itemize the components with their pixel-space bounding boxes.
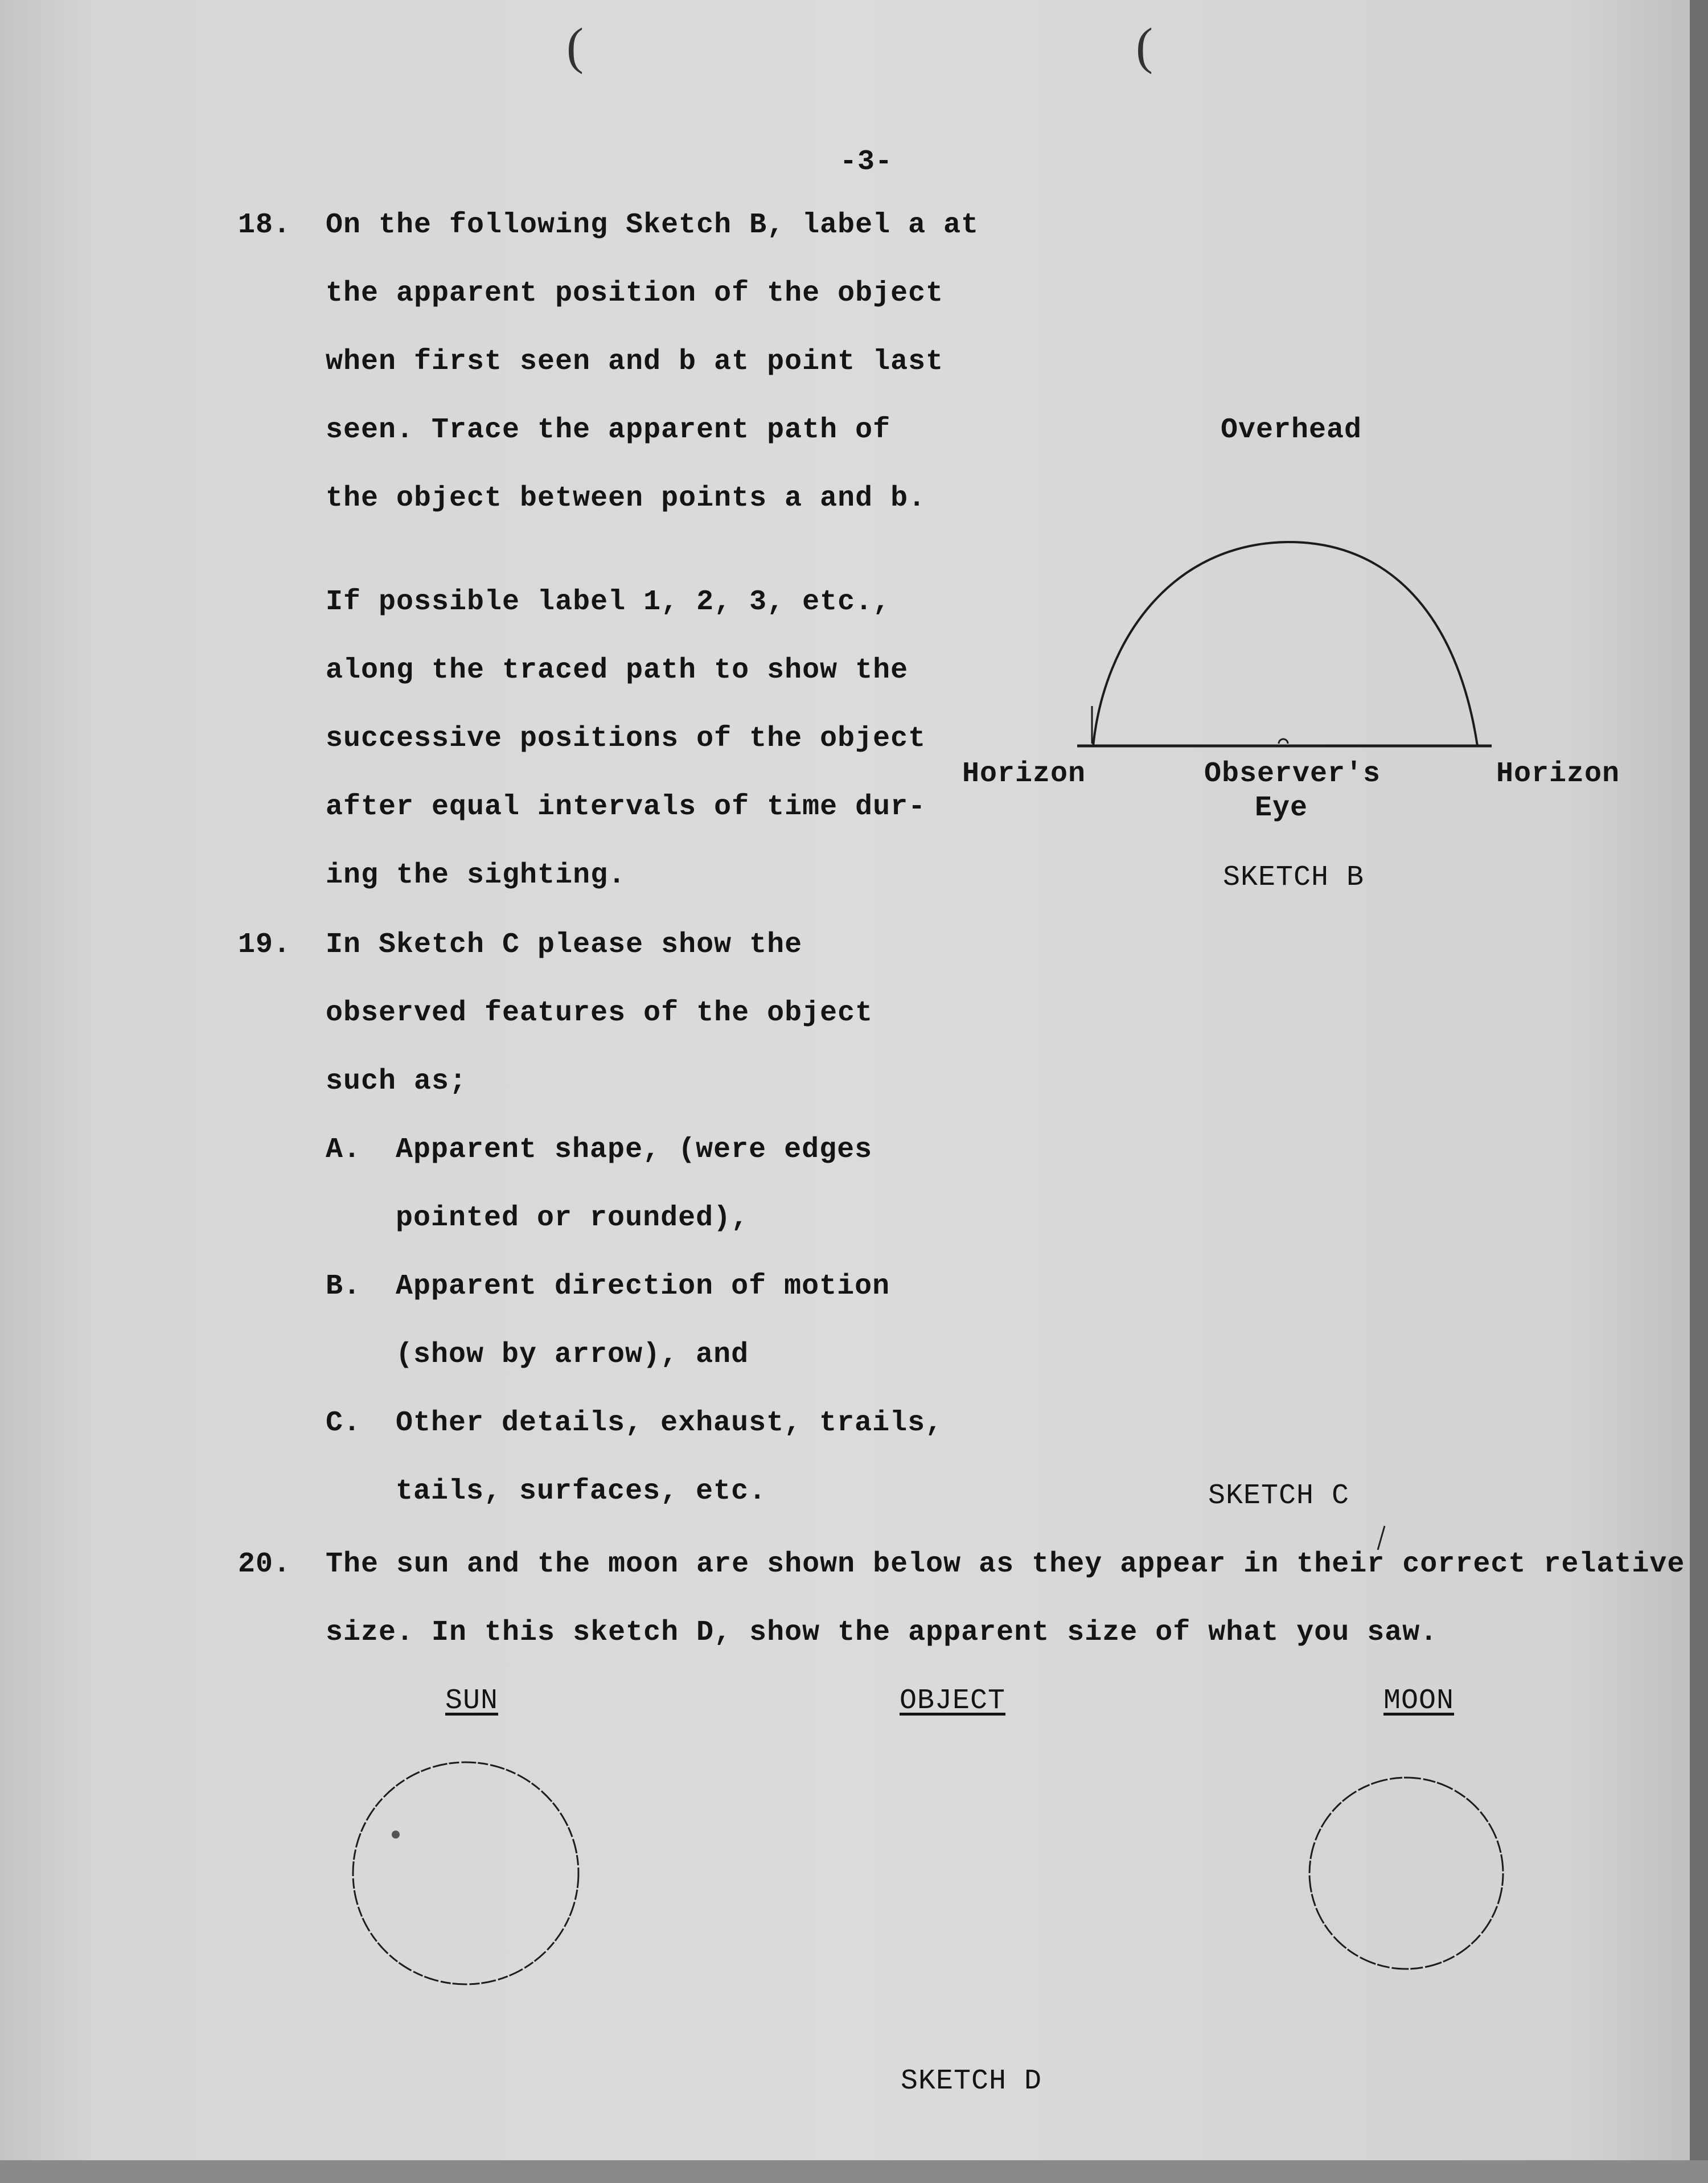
observer-eye-mark — [1279, 739, 1288, 744]
sun-circle — [353, 1762, 578, 1984]
q19-item-letter: C. — [326, 1407, 362, 1439]
q19-item-letter: A. — [326, 1134, 362, 1166]
sketch-d-moon-label: MOON — [1383, 1685, 1455, 1717]
sketch-b-overhead-label: Overhead — [1221, 414, 1362, 446]
paren-mark-right: ( — [1136, 18, 1153, 75]
sketch-b-horizon-left-label: Horizon — [962, 758, 1086, 790]
q20-number: 20. — [238, 1548, 291, 1581]
sketch-d-caption: SKETCH D — [901, 2065, 1042, 2098]
q19-item-cont: (show by arrow), and — [396, 1339, 749, 1371]
sketch-b-observer-label: Observer's — [1204, 758, 1381, 790]
page-number: -3- — [840, 146, 893, 178]
q19-number: 19. — [238, 929, 291, 961]
q20-line: The sun and the moon are shown below as they appear in their correct relative — [326, 1548, 1685, 1581]
q18-line: successive positions of the object — [326, 723, 926, 755]
q18-line: ing the sighting. — [326, 859, 626, 892]
sketch-d-object-label: OBJECT — [900, 1685, 1006, 1717]
moon-circle — [1309, 1778, 1503, 1969]
q18-line: On the following Sketch B, label a at — [326, 209, 979, 241]
q19-line: observed features of the object — [326, 997, 873, 1029]
pencil-mark — [1378, 1526, 1385, 1550]
q19-item-letter: B. — [326, 1270, 362, 1303]
q18-line: the apparent position of the object — [326, 277, 944, 310]
sketch-d-sun-label: SUN — [445, 1685, 499, 1717]
sketch-b-eye-label: Eye — [1255, 792, 1308, 824]
q19-item-text: Other details, exhaust, trails, — [396, 1407, 943, 1439]
q19-item-text: Apparent direction of motion — [396, 1270, 890, 1303]
q20-line: size. In this sketch D, show the apparent size of what you saw. — [326, 1616, 1438, 1649]
q18-line: If possible label 1, 2, 3, etc., — [326, 586, 891, 618]
sky-dome-arc — [1093, 542, 1477, 746]
sketch-d-circles — [353, 1762, 1503, 1984]
q19-item-cont: pointed or rounded), — [396, 1202, 749, 1234]
sketch-b-horizon-right-label: Horizon — [1496, 758, 1620, 790]
q19-line: such as; — [326, 1065, 467, 1098]
sketch-b-sky-dome — [1077, 542, 1492, 746]
paren-mark-left: ( — [566, 18, 584, 75]
sketch-c-caption: SKETCH C — [1208, 1480, 1350, 1512]
q18-line: after equal intervals of time dur- — [326, 791, 926, 823]
q19-line: In Sketch C please show the — [326, 929, 803, 961]
sketch-b-caption: SKETCH B — [1223, 861, 1365, 894]
q18-line: along the traced path to show the — [326, 654, 909, 687]
sun-spot-mark — [392, 1831, 400, 1839]
q18-line: the object between points a and b. — [326, 482, 926, 515]
q18-line: seen. Trace the apparent path of — [326, 414, 891, 446]
q18-line: when first seen and b at point last — [326, 346, 944, 378]
q19-item-text: Apparent shape, (were edges — [396, 1134, 873, 1166]
q19-item-cont: tails, surfaces, etc. — [396, 1475, 767, 1508]
q18-number: 18. — [238, 209, 291, 241]
